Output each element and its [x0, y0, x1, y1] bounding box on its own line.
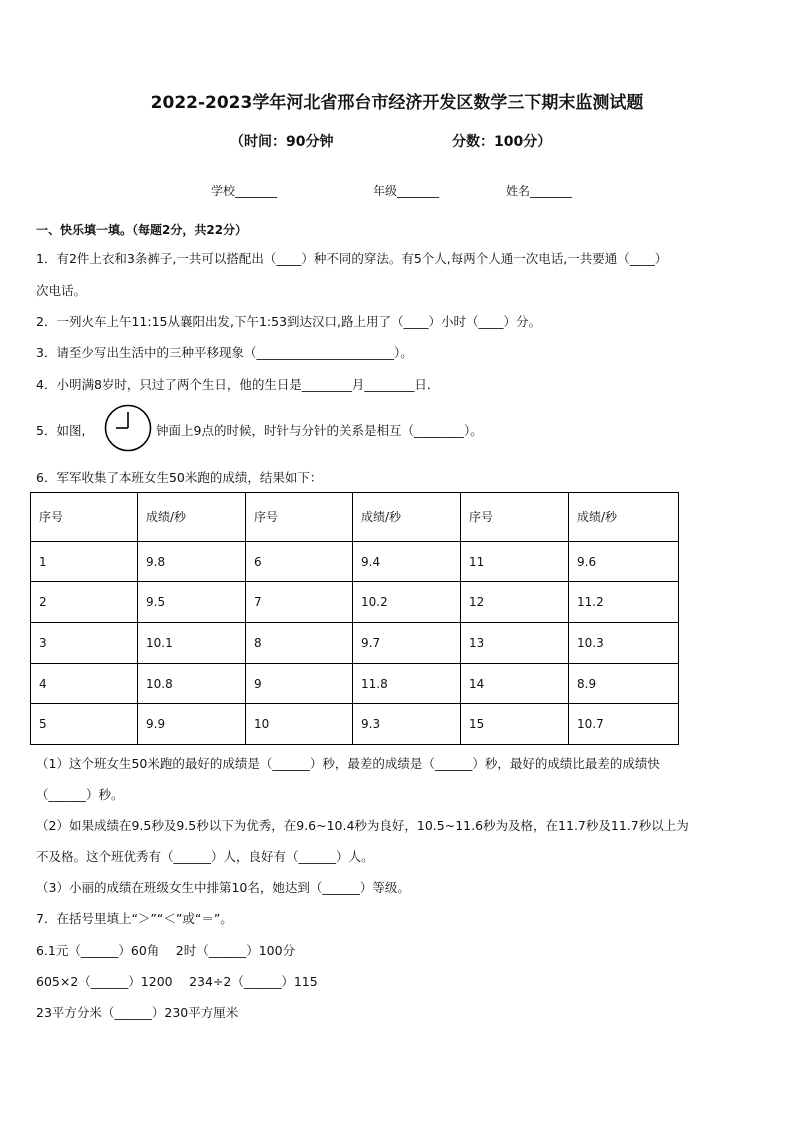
table-cell: 8 — [246, 623, 353, 664]
table-cell: 9.7 — [353, 623, 461, 664]
question-6-1-line-2: （______）秒。 — [36, 787, 124, 802]
section-heading: 一、快乐填一填。（每题2分，共22分） — [36, 223, 248, 237]
school-field: 学校_______ — [211, 184, 278, 198]
question-4: 4．小明满8岁时，只过了两个生日，他的生日是________月________日． — [36, 377, 440, 392]
table-row — [31, 623, 679, 664]
table-cell: 10.8 — [138, 663, 246, 704]
table-cell: 9.9 — [138, 704, 246, 745]
scores-table — [30, 492, 679, 745]
question-6-2-line-2: 不及格。这个班优秀有（______）人，良好有（______）人。 — [36, 849, 374, 864]
header-cell: 成绩/秒 — [353, 493, 461, 542]
table-cell: 8.9 — [569, 663, 679, 704]
table-row — [31, 541, 679, 582]
header-cell: 成绩/秒 — [569, 493, 679, 542]
table-cell: 9.4 — [353, 541, 461, 582]
clock-icon — [104, 404, 152, 452]
table-cell: 6 — [246, 541, 353, 582]
table-cell: 2 — [31, 582, 138, 623]
exam-score: 分数：100分） — [452, 134, 552, 150]
table-row — [31, 582, 679, 623]
question-7-row-2: 605×2（______）1200 234÷2（______）115 — [36, 974, 318, 989]
table-cell: 10.7 — [569, 704, 679, 745]
table-cell: 11.2 — [569, 582, 679, 623]
grade-field: 年级_______ — [373, 184, 440, 198]
table-cell: 11 — [461, 541, 569, 582]
question-7-intro: 7．在括号里填上“＞”“＜”或“＝”。 — [36, 911, 233, 926]
table-cell: 10.1 — [138, 623, 246, 664]
question-7-row-3: 23平方分米（______）230平方厘米 — [36, 1005, 239, 1020]
header-cell: 序号 — [461, 493, 569, 542]
question-5-before: 5．如图, — [36, 423, 86, 438]
question-6-1-line-1: （1）这个班女生50米跑的最好的成绩是（______）秒，最差的成绩是（______）秒，最好的成绩比最差的成绩快 — [36, 756, 660, 771]
table-cell: 10.2 — [353, 582, 461, 623]
question-7-row-1: 6.1元（______）60角 2时（______）100分 — [36, 943, 296, 958]
table-cell: 9.5 — [138, 582, 246, 623]
name-field: 姓名_______ — [506, 184, 573, 198]
table-cell: 9.6 — [569, 541, 679, 582]
table-cell: 15 — [461, 704, 569, 745]
table-cell: 9.8 — [138, 541, 246, 582]
question-1-line-1: 1．有2件上衣和3条裤子,一共可以搭配出（____）种不同的穿法。有5个人,每两个人通一次电话,一共要通（____） — [36, 251, 668, 266]
table-cell: 12 — [461, 582, 569, 623]
question-5-after: 钟面上9点的时候，时针与分针的关系是相互（________）。 — [156, 423, 483, 438]
header-cell: 序号 — [246, 493, 353, 542]
table-row — [31, 663, 679, 704]
question-6-intro: 6．军军收集了本班女生50米跑的成绩，结果如下： — [36, 470, 323, 485]
table-cell: 5 — [31, 704, 138, 745]
header-cell: 序号 — [31, 493, 138, 542]
table-cell: 1 — [31, 541, 138, 582]
question-2: 2．一列火车上午11:15从襄阳出发,下午1:53到达汉口,路上用了（____）小时（____）分。 — [36, 314, 541, 329]
header-cell: 成绩/秒 — [138, 493, 246, 542]
table-row — [31, 704, 679, 745]
table-cell: 14 — [461, 663, 569, 704]
page-title: 2022-2023学年河北省邢台市经济开发区数学三下期末监测试题 — [150, 93, 644, 113]
table-cell: 9.3 — [353, 704, 461, 745]
table-cell: 10.3 — [569, 623, 679, 664]
exam-time: （时间：90分钟 — [230, 134, 334, 150]
table-cell: 9 — [246, 663, 353, 704]
question-6-3: （3）小丽的成绩在班级女生中排第10名，她达到（______）等级。 — [36, 880, 410, 895]
table-cell: 7 — [246, 582, 353, 623]
table-cell: 13 — [461, 623, 569, 664]
table-cell: 11.8 — [353, 663, 461, 704]
table-cell: 10 — [246, 704, 353, 745]
table-cell: 4 — [31, 663, 138, 704]
table-header-row — [31, 493, 679, 542]
question-1-line-2: 次电话。 — [36, 283, 87, 298]
question-6-2-line-1: （2）如果成绩在9.5秒及9.5秒以下为优秀，在9.6~10.4秒为良好，10.5~11.6秒为及格，在11.7秒及11.7秒以上为 — [36, 818, 689, 833]
question-3: 3．请至少写出生活中的三种平移现象（______________________）。 — [36, 345, 413, 360]
table-cell: 3 — [31, 623, 138, 664]
